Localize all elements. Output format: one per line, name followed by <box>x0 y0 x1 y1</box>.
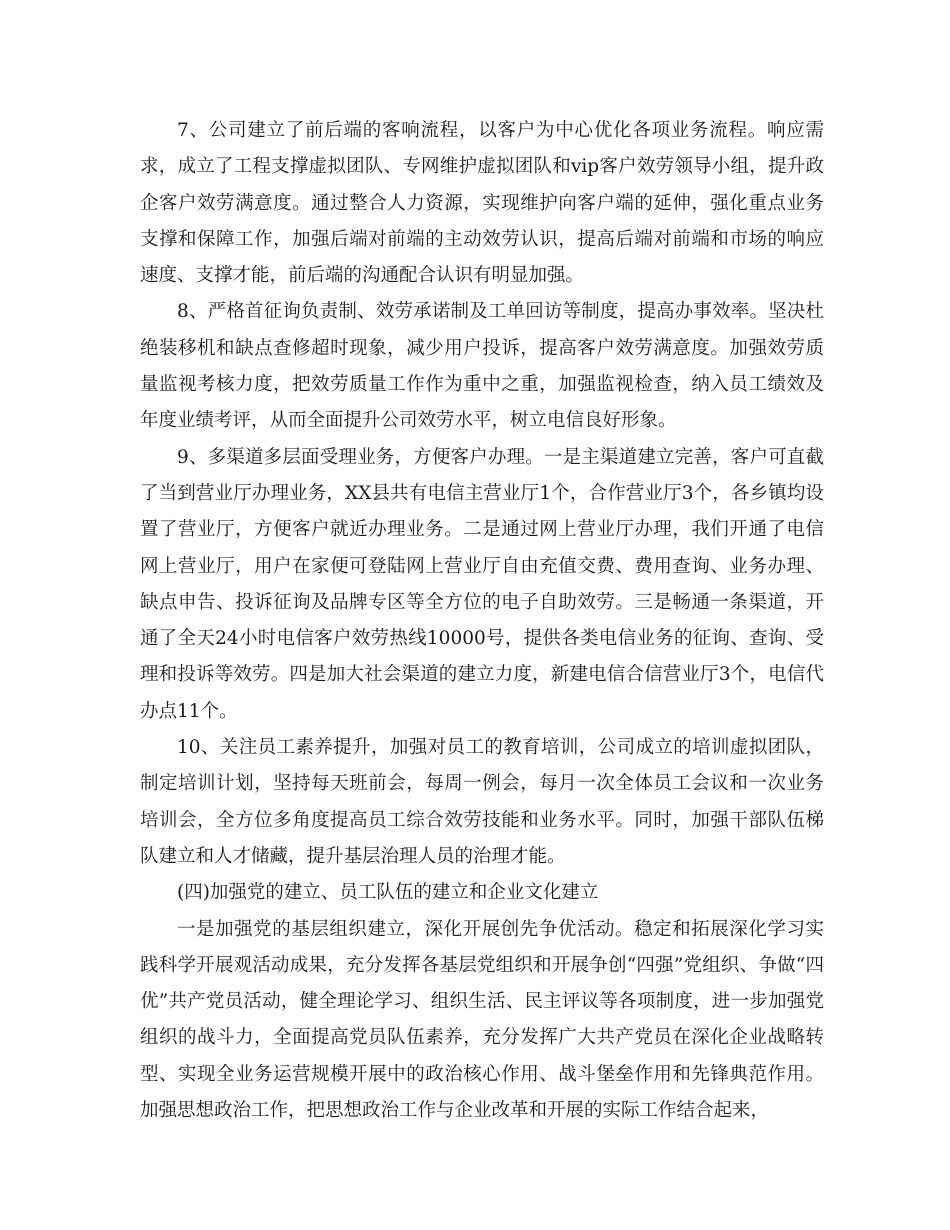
paragraph-party-building: 一是加强党的基层组织建立，深化开展创先争优活动。稳定和拓展深化学习实践科学开展观活动成果，充分发挥各基层党组织和开展争创“四强”党组织、争做“四优”共产党员活动，健全理论学习、组织生活、民主评议等各项制度，进一步加强党组织的战斗力，全面提高党员队伍素养，充分发挥广大共产党员在深化企业战略转型、实现全业务运营规模开展中的政治核心作用、战斗堡垒作用和先锋典范作用。加强思想政治工作，把思想政治工作与企业改革和开展的实际工作结合起来， <box>140 918 824 1122</box>
paragraph-item-9: 9、多渠道多层面受理业务，方便客户办理。一是主渠道建立完善，客户可直截了当到营业厅办理业务，XX县共有电信主营业厅1个，合作营业厅3个，各乡镇均设置了营业厅，方便客户就近办理业务。二是通过网上营业厅办理，我们开通了电信网上营业厅，用户在家便可登陆网上营业厅自由充值交费、费用查询、业务办理、缺点申告、投诉征询及品牌专区等全方位的电子自助效劳。三是畅通一条渠道，开通了全天24小时电信客户效劳热线10000号，提供各类电信业务的征询、查询、受理和投诉等效劳。四是加大社会渠道的建立力度，新建电信合信营业厅3个，电信代办点11个。 <box>140 446 824 722</box>
paragraph-item-10: 10、关注员工素养提升，加强对员工的教育培训，公司成立的培训虚拟团队，制定培训计划，坚持每天班前会，每周一例会，每月一次全体员工会议和一次业务培训会，全方位多角度提高员工综合效劳技能和业务水平。同时，加强干部队伍梯队建立和人才储藏，提升基层治理人员的治理才能。 <box>140 737 824 867</box>
section-heading: (四)加强党的建立、员工队伍的建立和企业文化建立 <box>177 882 599 904</box>
paragraph-item-7: 7、公司建立了前后端的客响流程，以客户为中心优化各项业务流程。响应需求，成立了工程支撑虚拟团队、专网维护虚拟团队和vip客户效劳领导小组，提升政企客户效劳满意度。通过整合人力资源，实现维护向客户端的延伸，强化重点业务支撑和保障工作，加强后端对前端的主动效劳认识，提高后端对前端和市场的响应速度、支撑才能，前后端的沟通配合认识有明显加强。 <box>140 120 824 287</box>
document-body <box>140 113 824 1129</box>
paragraph-item-8: 8、严格首征询负责制、效劳承诺制及工单回访等制度，提高办事效率。坚决杜绝装移机和缺点查修超时现象，减少用户投诉，提高客户效劳满意度。加强效劳质量监视考核力度，把效劳质量工作作为重中之重，加强监视检查，纳入员工绩效及年度业绩考评，从而全面提升公司效劳水平，树立电信良好形象。 <box>140 301 824 432</box>
